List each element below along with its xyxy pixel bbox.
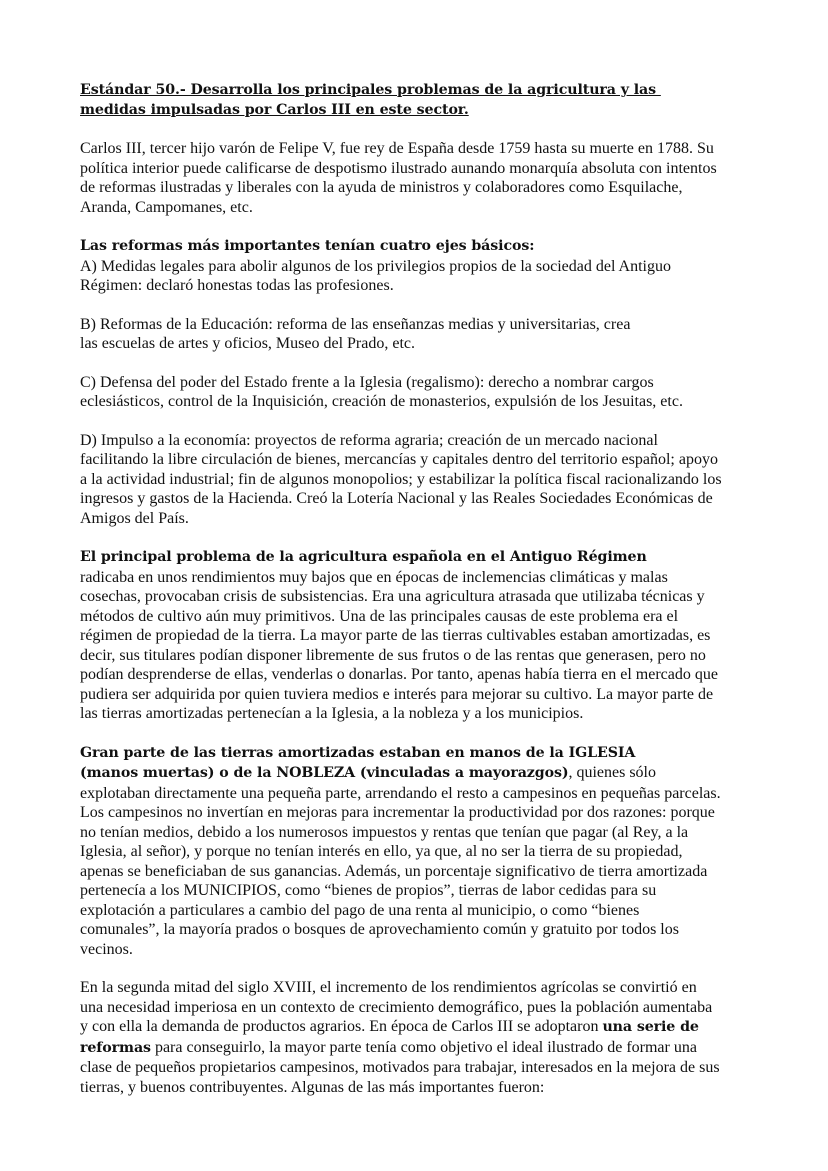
reformas-heading-text: Las reformas más importantes tenían cuatro ejes básicos:: [80, 238, 535, 254]
document-page: [80, 80, 770, 1116]
segunda-bold-1: una serie de: [602, 1019, 699, 1035]
reforma-b: B) Reformas de la Educación: reforma de las enseñanzas medias y universitarias, crea las escuelas de artes y oficios, Museo del Prado, etc.: [80, 315, 631, 352]
problema-paragraph: radicaba en unos rendimientos muy bajos que en épocas de inclemencias climáticas y malas cosechas, provocaban crisis de subsistencias. Era una agricultura atrasada que utilizaba técnicas y métodos de cultivo aún muy primitivos. Una de las principales causas de este problema era el régimen de propiedad de la tierra. La mayor parte de las tierras cultivables estaban amortizadas, es decir, sus titulares podían disponer libremente de sus frutos o de las rentas que generasen, pero no podían desprenderse de ellas, venderlas o donarlas. Por tanto, apenas había tierra en el mercado que pudiera ser adquirida por quien tuviera medios e interés para mejorar su cultivo. La mayor parte de las tierras amortizadas pertenecían a la Iglesia, a la nobleza y a los municipios.: [80, 568, 718, 722]
tierras-heading-text: Gran parte de las tierras amortizadas estaban en manos de la IGLESIA (manos muertas) o de la NOBLEZA (vinculadas a mayorazgos): [80, 744, 636, 781]
document-title: Estándar 50.- Desarrolla los principales problemas de la agricultura y las medidas impulsadas por Carlos III en este sector.: [80, 82, 656, 118]
problema-heading-text: El principal problema de la agricultura española en el Antiguo Régimen: [80, 549, 647, 565]
reforma-c: C) Defensa del poder del Estado frente a la Iglesia (regalismo): derecho a nombrar cargos eclesiásticos, control de la Inquisición, creación de monasterios, expulsión de los Jesuitas, etc.: [80, 373, 683, 410]
tierras-paragraph: [80, 743, 770, 960]
segunda-mitad-paragraph: [80, 978, 770, 1097]
reformas-heading: [80, 236, 770, 257]
segunda-text-2: para conseguirlo, la mayor parte tenía como objetivo el ideal ilustrado de formar una clase de pequeños propietarios campesinos, motivados para trabajar, interesados en la mejora de sus tierras, y buenos contribuyentes. Algunas de las más importantes fueron:: [80, 1038, 720, 1096]
tierras-text: , quienes sólo explotaban directamente una pequeña parte, arrendando el resto a campesinos en pequeñas parcelas. Los campesinos no invertían en mejoras para incrementar la productividad por dos razones: porque no tenían medios, debido a los numerosos impuestos y rentas que tenían que pagar (al Rey, a la Iglesia, al señor), y porque no tenían interés en ello, ya que, al no ser la tierra de su propiedad, apenas se beneficiaban de sus ganancias. Además, un porcentaje significativo de tierra amortizada pertenecía a los MUNICIPIOS, como “bienes de propios”, tierras de labor cedidas para su explotación a particulares a cambio del pago de una renta al municipio, o como “bienes comunales”, la mayoría prados o bosques de aprovechamiento común y gratuito por todos los vecinos.: [80, 764, 721, 958]
segunda-text-1: En la segunda mitad del siglo XVIII, el incremento de los rendimientos agrícolas se convirtió en una necesidad imperiosa en un contexto de crecimiento demográfico, pues la población aumentaba y con ella la demanda de productos agrarios. En época de Carlos III se adoptaron: [80, 979, 713, 1035]
reforma-d: D) Impulso a la economía: proyectos de reforma agraria; creación de un mercado nacional facilitando la libre circulación de bienes, mercancías y capitales dentro del territorio español; apoyo a la actividad industrial; fin de algunos monopolios; y estabilizar la política fiscal racionalizando los ingresos y gastos de la Hacienda. Creó la Lotería Nacional y las Reales Sociedades Económicas de Amigos del País.: [80, 431, 722, 527]
reforma-a: A) Medidas legales para abolir algunos de los privilegios propios de la sociedad del Antiguo Régimen: declaró honestas todas las profesiones.: [80, 257, 671, 294]
intro-paragraph: Carlos III, tercer hijo varón de Felipe V, fue rey de España desde 1759 hasta su muerte en 1788. Su política interior puede calificarse de despotismo ilustrado aunando monarquía absoluta con intentos de reformas ilustradas y liberales con la ayuda de ministros y colaboradores como Esquilache, Aranda, Campomanes, etc.: [80, 140, 717, 216]
problema-heading: [80, 547, 770, 568]
segunda-bold-2: reformas: [80, 1039, 151, 1056]
